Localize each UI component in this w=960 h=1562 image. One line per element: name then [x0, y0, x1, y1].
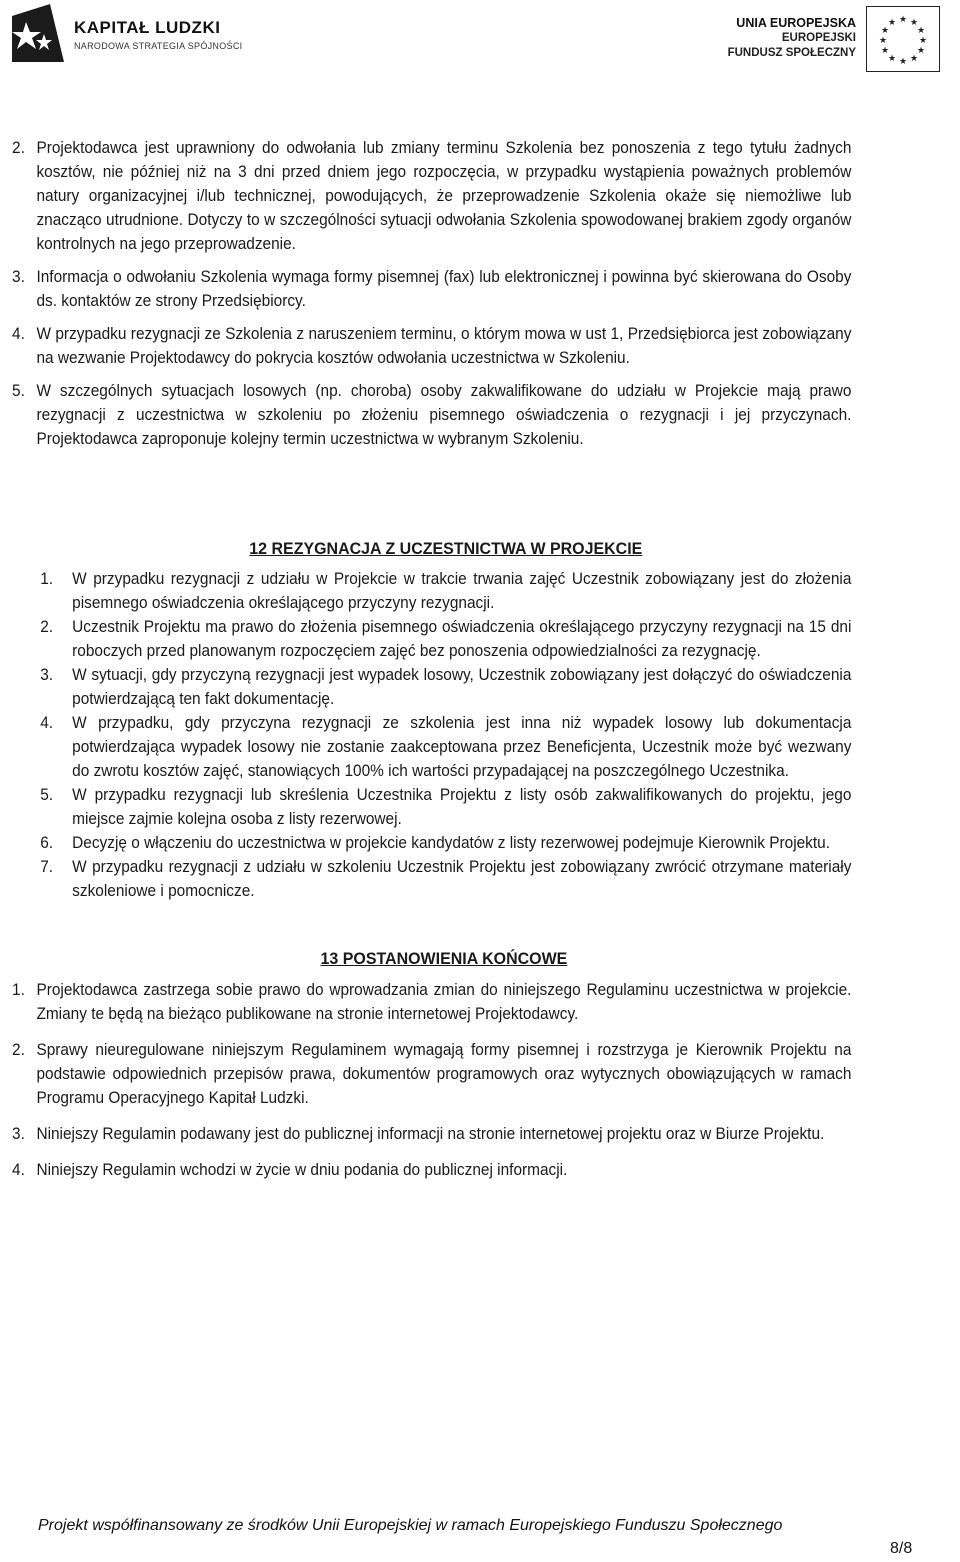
list-item: [12, 322, 851, 370]
svg-text:★: ★: [887, 53, 897, 63]
item-text: Decyzję o włączeniu do uczestnictwa w projekcie kandydatów z listy rezerwowej podejmuje Kierownik Projektu.: [72, 834, 831, 852]
item-text: Niniejszy Regulamin podawany jest do publicznej informacji na stronie internetowej projektu oraz w Biurze Projektu.: [36, 1125, 825, 1143]
section-12-list: [12, 567, 851, 903]
item-text: Informacja o odwołaniu Szkolenia wymaga formy pisemnej (fax) lub elektronicznej i powinna być skierowana do Osoby ds. kontaktów ze strony Przedsiębiorcy.: [36, 268, 852, 310]
item-number: 2.: [40, 618, 54, 636]
item-text: W przypadku rezygnacji z udziału w Projekcie w trakcie trwania zajęć Uczestnik zobowiązany jest do złożenia pisemnego oświadczenia określającego przyczyny rezygnacji.: [72, 570, 852, 612]
kapital-ludzki-title: KAPITAŁ LUDZKI: [74, 18, 221, 37]
list-item: [40, 783, 851, 831]
eu-logo-line1: UNIA EUROPEJSKA: [736, 16, 856, 30]
list-item: [12, 1122, 851, 1146]
svg-text:★: ★: [909, 53, 919, 63]
item-text: Projektodawca zastrzega sobie prawo do wprowadzania zmian do niniejszego Regulaminu uczestnictwa w projekcie. Zmiany te będą na bieżąco publikowane na stronie internetowej Projektodawcy.: [36, 981, 852, 1023]
item-text: W przypadku rezygnacji lub skreślenia Uczestnika Projektu z listy osób zakwalifikowanych do projektu, jego miejsce zajmie kolejna osoba z listy rezerwowej.: [72, 786, 852, 828]
item-number: 3.: [12, 268, 25, 286]
item-text: W sytuacji, gdy przyczyną rezygnacji jest wypadek losowy, Uczestnik zobowiązany jest dołączyć do oświadczenia potwierdzającą ten fakt dokumentację.: [72, 666, 852, 708]
page-number: 8/8: [890, 1540, 913, 1557]
item-number: 5.: [12, 382, 25, 400]
item-number: 2.: [12, 1041, 25, 1059]
item-number: 2.: [12, 139, 25, 157]
list-item: [12, 1158, 851, 1182]
list-item: [40, 663, 851, 711]
item-text: Projektodawca jest uprawniony do odwołania lub zmiany terminu Szkolenia bez ponoszenia z tego tytułu żadnych kosztów, nie później niż na 3 dni przed dniem jego rozpoczęcia, w przypadku wystąpienia poważnych problemów natury organizacyjnej i/lub technicznej, powodujących, że przeprowadzenie Szkolenia okaże się niemożliwe lub znacząco utrudnione. Dotyczy to w szczególności sytuacji odwołania Szkolenia spowodowanej brakiem zgody organów kontrolnych na jego przeprowadzenie.: [36, 139, 852, 253]
svg-text:★: ★: [898, 14, 908, 24]
svg-text:★: ★: [898, 56, 908, 66]
item-text: W przypadku rezygnacji z udziału w szkoleniu Uczestnik Projektu jest zobowiązany zwrócić otrzymane materiały szkoleniowe i pomocnicze.: [72, 858, 852, 900]
svg-text:★: ★: [878, 35, 888, 45]
item-number: 3.: [12, 1125, 25, 1143]
list-item: [40, 615, 851, 663]
list-item: [40, 831, 851, 855]
item-text: W szczególnych sytuacjach losowych (np. choroba) osoby zakwalifikowane do udziału w Projekcie mają prawo rezygnacji z uczestnictwa w szkoleniu po złożeniu pisemnego oświadczenia o rezygnacji i jej przyczynach. Projektodawca zaproponuje kolejny termin uczestnictwa w wybranym Szkoleniu.: [36, 382, 852, 448]
item-text: W przypadku rezygnacji ze Szkolenia z naruszeniem terminu, o którym mowa w ust 1, Przedsiębiorca jest zobowiązany na wezwanie Projektodawcy do pokrycia kosztów odwołania uczestnictwa w Szkoleniu.: [36, 325, 852, 367]
eu-logo-text: [728, 16, 856, 61]
svg-text:★: ★: [916, 25, 926, 35]
list-item: [12, 136, 851, 256]
svg-text:★: ★: [916, 45, 926, 55]
svg-text:★: ★: [918, 35, 928, 45]
section-12-heading: 12 REZYGNACJA Z UCZESTNICTWA W PROJEKCIE: [249, 539, 643, 558]
eu-flag-icon: [866, 6, 940, 72]
section-13-heading: 13 POSTANOWIENIA KOŃCOWE: [320, 949, 568, 968]
list-item: [40, 567, 851, 615]
item-number: 4.: [12, 1161, 25, 1179]
item-number: 1.: [12, 981, 25, 999]
list-item: [12, 265, 851, 313]
item-number: 6.: [40, 834, 54, 852]
list-item: [12, 978, 851, 1026]
document-body: [12, 136, 851, 1194]
kapital-ludzki-subtitle: NARODOWA STRATEGIA SPÓJNOŚCI: [74, 41, 243, 51]
eu-logo-line2: EUROPEJSKI: [781, 32, 856, 44]
item-text: W przypadku, gdy przyczyna rezygnacji ze szkolenia jest inna niż wypadek losowy lub dokumentacja potwierdzająca wypadek losowy nie zostanie zaakceptowana przez Beneficjenta, Uczestnik może być wezwany do zwrotu kosztów zajęć, stanowiących 100% ich wartości przypadającej na poszczególnego Uczestnika.: [72, 714, 852, 780]
item-number: 4.: [40, 714, 54, 732]
list-item: [40, 855, 851, 903]
item-text: Uczestnik Projektu ma prawo do złożenia pisemnego oświadczenia określającego przyczyny rezygnacji na 15 dni roboczych przed planowanym rozpoczęciem zajęć bez ponoszenia odpowiedzialności za rezygnację.: [72, 618, 852, 660]
item-text: Sprawy nieuregulowane niniejszym Regulaminem wymagają formy pisemnej i rozstrzyga je Kierownik Projektu na podstawie odpowiednich przepisów prawa, dokumentów programowych oraz wytycznych obowiązujących w ramach Programu Operacyjnego Kapitał Ludzki.: [36, 1041, 852, 1107]
item-number: 1.: [40, 570, 54, 588]
eu-logo-line3: FUNDUSZ SPOŁECZNY: [727, 47, 856, 59]
list-item: [12, 1038, 851, 1110]
page-header: [0, 0, 960, 80]
list-item: [40, 711, 851, 783]
section-13-list: [12, 978, 851, 1182]
item-number: 5.: [40, 786, 54, 804]
svg-text:★: ★: [909, 17, 919, 27]
item-number: 4.: [12, 325, 25, 343]
item-number: 3.: [40, 666, 54, 684]
svg-text:★: ★: [887, 17, 897, 27]
list-item: [12, 379, 851, 451]
footer-funding-note: Projekt współfinansowany ze środków Unii Europejskiej w ramach Europejskiego Funduszu Społecznego: [38, 1517, 783, 1534]
svg-text:★: ★: [880, 25, 890, 35]
kapital-ludzki-logo-icon: [12, 4, 64, 62]
item-number: 7.: [40, 858, 54, 876]
section-previous: [12, 136, 851, 451]
item-text: Niniejszy Regulamin wchodzi w życie w dniu podania do publicznej informacji.: [36, 1161, 568, 1179]
svg-text:★: ★: [880, 45, 890, 55]
